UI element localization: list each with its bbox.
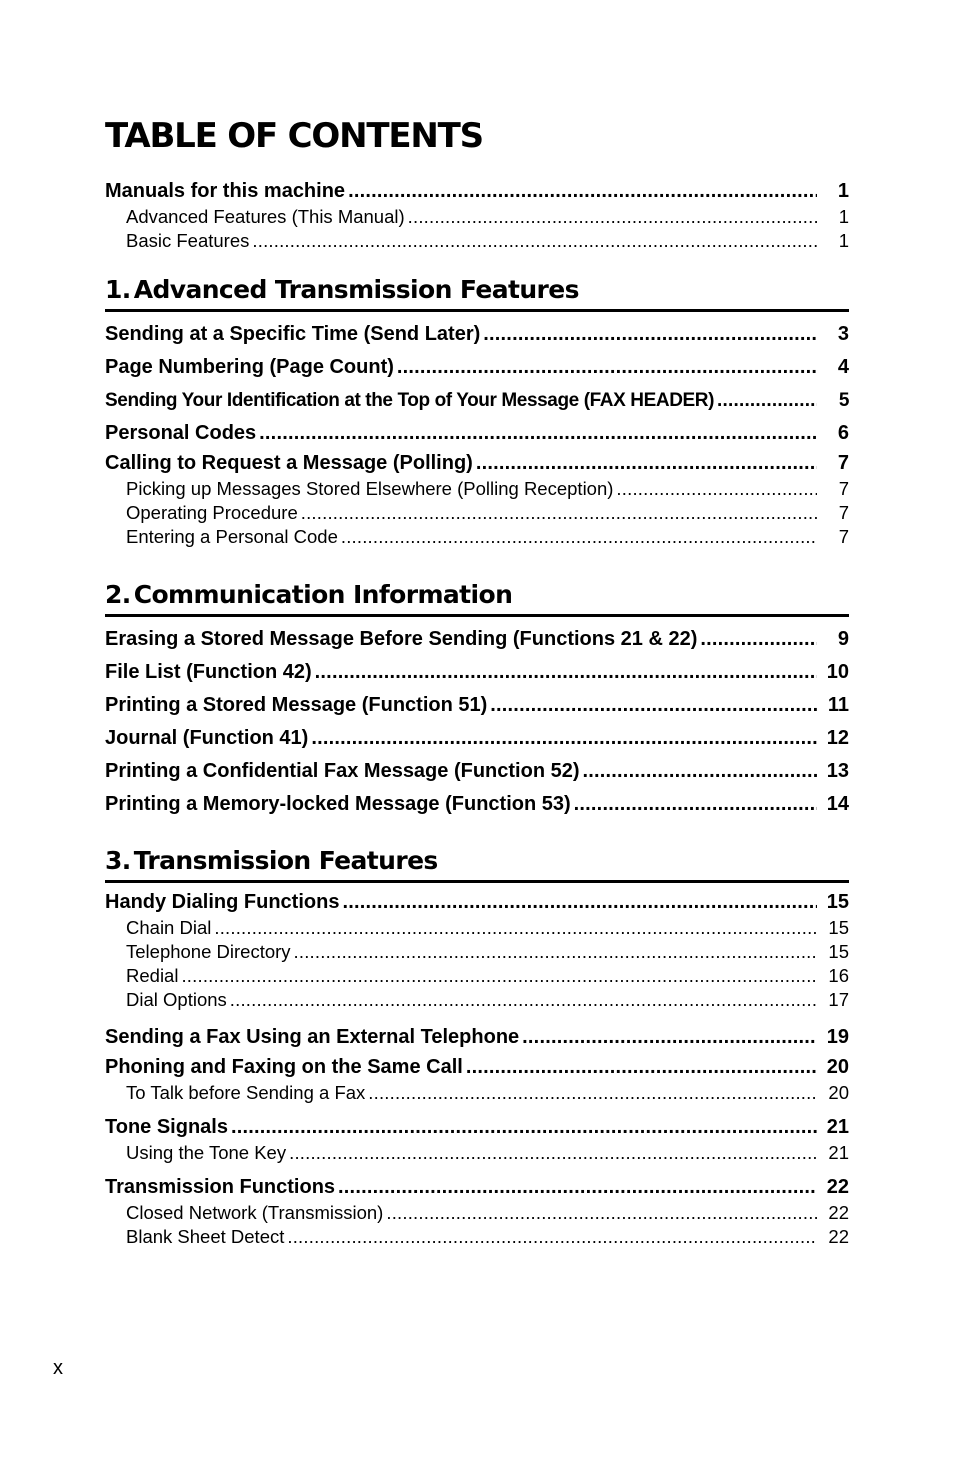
dot-leader (231, 1114, 817, 1141)
entry-page-number: 20 (826, 1056, 849, 1078)
toc-subentry[interactable] (105, 940, 849, 964)
entry-title: Using the Tone Key (126, 1142, 287, 1163)
chapter-3 (105, 843, 849, 1258)
dot-leader (466, 1054, 817, 1081)
entry-title: Page Numbering (Page Count) (105, 356, 394, 378)
entry-title: Redial (126, 965, 179, 986)
dot-leader (252, 229, 817, 253)
toc-entry[interactable] (105, 450, 849, 477)
toc-subentry[interactable] (105, 229, 849, 253)
chapter-heading (105, 843, 849, 883)
entry-page-number: 16 (828, 965, 849, 986)
entry-title: To Talk before Sending a Fax (126, 1082, 366, 1103)
dot-leader (583, 755, 817, 788)
entry-page-number: 6 (837, 422, 849, 444)
toc-entry[interactable] (105, 417, 849, 450)
toc-subentry[interactable] (105, 477, 849, 501)
dot-leader (490, 689, 817, 722)
dot-leader (476, 450, 817, 477)
toc-entry[interactable] (105, 656, 849, 689)
chapter-entries (105, 318, 849, 549)
entry-page-number: 19 (826, 1026, 849, 1048)
toc-entry[interactable] (105, 623, 849, 656)
entry-page-number: 15 (828, 917, 849, 938)
entry-page-number: 17 (828, 989, 849, 1010)
toc-entry[interactable] (105, 1054, 849, 1081)
dot-leader (408, 205, 817, 229)
dot-leader (717, 384, 817, 417)
toc-subentry[interactable] (105, 501, 849, 525)
entry-page-number: 4 (837, 356, 849, 378)
chapter-1 (105, 272, 849, 558)
toc-subentry[interactable] (105, 988, 849, 1012)
entry-title: Transmission Functions (105, 1176, 336, 1198)
chapter-number: 1. (105, 275, 131, 304)
entry-page-number: 7 (837, 452, 849, 474)
dot-leader (522, 1021, 817, 1054)
chapter-entries (105, 889, 849, 1249)
entry-title: Operating Procedure (126, 502, 298, 523)
dot-leader (294, 940, 817, 964)
entry-title: Tone Signals (105, 1116, 228, 1138)
entry-title: Personal Codes (105, 422, 257, 444)
entry-title: Basic Features (126, 230, 250, 251)
dot-leader (259, 417, 817, 450)
entry-page-number: 22 (826, 1176, 849, 1198)
dot-leader (348, 178, 817, 205)
toc-entry[interactable] (105, 351, 849, 384)
page-number: x (53, 1357, 63, 1379)
dot-leader (368, 1081, 817, 1105)
entry-page-number: 15 (826, 891, 849, 913)
entry-page-number: 15 (828, 941, 849, 962)
toc-subentry[interactable] (105, 525, 849, 549)
toc-entry[interactable] (105, 1021, 849, 1054)
chapter-title: Advanced Transmission Features (133, 275, 579, 304)
entry-page-number: 9 (837, 628, 849, 650)
entry-title: Printing a Stored Message (Function 51) (105, 694, 488, 716)
entry-title: Calling to Request a Message (Polling) (105, 452, 473, 474)
toc-subentry[interactable] (105, 1201, 849, 1225)
chapter-number: 2. (105, 580, 131, 609)
dot-leader (341, 525, 817, 549)
entry-title: Chain Dial (126, 917, 212, 938)
dot-leader (315, 656, 817, 689)
entry-title: Sending at a Specific Time (Send Later) (105, 323, 481, 345)
dot-leader (311, 722, 817, 755)
chapter-heading (105, 577, 849, 617)
dot-leader (214, 916, 817, 940)
toc-entry[interactable] (105, 689, 849, 722)
entry-page-number: 13 (826, 760, 849, 782)
entry-page-number: 7 (838, 526, 849, 547)
dot-leader (287, 1225, 817, 1249)
toc-entry[interactable] (105, 722, 849, 755)
chapter-2 (105, 577, 849, 821)
dot-leader (397, 351, 817, 384)
entry-page-number: 21 (828, 1142, 849, 1163)
entry-page-number: 12 (826, 727, 849, 749)
entry-title: Erasing a Stored Message Before Sending (Functions 21 & 22) (105, 628, 698, 650)
dot-leader (289, 1141, 817, 1165)
entry-title: Advanced Features (This Manual) (126, 206, 405, 227)
entry-title: Entering a Personal Code (126, 526, 338, 547)
toc-entry[interactable] (105, 178, 849, 205)
dot-leader (574, 788, 817, 821)
dot-leader (230, 988, 817, 1012)
entry-title: Sending a Fax Using an External Telephone (105, 1026, 520, 1048)
entry-page-number: 20 (828, 1082, 849, 1103)
entry-title: Blank Sheet Detect (126, 1226, 285, 1247)
entry-page-number: 1 (838, 206, 849, 227)
entry-title: Closed Network (Transmission) (126, 1202, 384, 1223)
entry-page-number: 11 (827, 694, 849, 716)
toc-subentry[interactable] (105, 916, 849, 940)
entry-title: Dial Options (126, 989, 227, 1010)
entry-page-number: 1 (837, 180, 849, 202)
dot-leader (342, 889, 817, 916)
entry-page-number: 7 (838, 502, 849, 523)
entry-title: Journal (Function 41) (105, 727, 309, 749)
toc-entry[interactable] (105, 318, 849, 351)
entry-title: Printing a Memory-locked Message (Function 53) (105, 793, 571, 815)
toc-subentry[interactable] (105, 964, 849, 988)
toc-subentry[interactable] (105, 205, 849, 229)
entry-page-number: 7 (838, 478, 849, 499)
toc-entry[interactable] (105, 384, 849, 417)
toc-subentry[interactable] (105, 1141, 849, 1165)
preface-entries (105, 178, 849, 262)
entry-page-number: 22 (828, 1226, 849, 1247)
chapter-title: Transmission Features (133, 846, 438, 875)
page-title: TABLE OF CONTENTS (105, 116, 483, 156)
toc-entry[interactable] (105, 889, 849, 916)
toc-entry[interactable] (105, 788, 849, 821)
chapter-heading (105, 272, 849, 312)
entry-title: Sending Your Identification at the Top of Your Message (FAX HEADER) (105, 390, 715, 411)
dot-leader (616, 477, 817, 501)
dot-leader (338, 1174, 817, 1201)
entry-page-number: 22 (828, 1202, 849, 1223)
dot-leader (483, 318, 817, 351)
entry-title: Phoning and Faxing on the Same Call (105, 1056, 463, 1078)
entry-page-number: 10 (826, 661, 849, 683)
entry-page-number: 3 (837, 323, 849, 345)
toc-subentry[interactable] (105, 1225, 849, 1249)
toc-entry[interactable] (105, 1114, 849, 1141)
entry-title: Telephone Directory (126, 941, 291, 962)
entry-title: Manuals for this machine (105, 180, 346, 202)
dot-leader (181, 964, 817, 988)
entry-title: Handy Dialing Functions (105, 891, 340, 913)
toc-entry[interactable] (105, 755, 849, 788)
dot-leader (386, 1201, 817, 1225)
entry-title: File List (Function 42) (105, 661, 312, 683)
chapter-title: Communication Information (133, 580, 513, 609)
entry-title: Picking up Messages Stored Elsewhere (Polling Reception) (126, 478, 614, 499)
chapter-number: 3. (105, 846, 131, 875)
dot-leader (700, 623, 817, 656)
dot-leader (301, 501, 817, 525)
entry-page-number: 21 (826, 1116, 849, 1138)
entry-page-number: 5 (838, 390, 849, 411)
entry-page-number: 1 (838, 230, 849, 251)
toc-entry[interactable] (105, 1174, 849, 1201)
entry-page-number: 14 (826, 793, 849, 815)
chapter-entries (105, 623, 849, 821)
toc-subentry[interactable] (105, 1081, 849, 1105)
entry-title: Printing a Confidential Fax Message (Function 52) (105, 760, 580, 782)
